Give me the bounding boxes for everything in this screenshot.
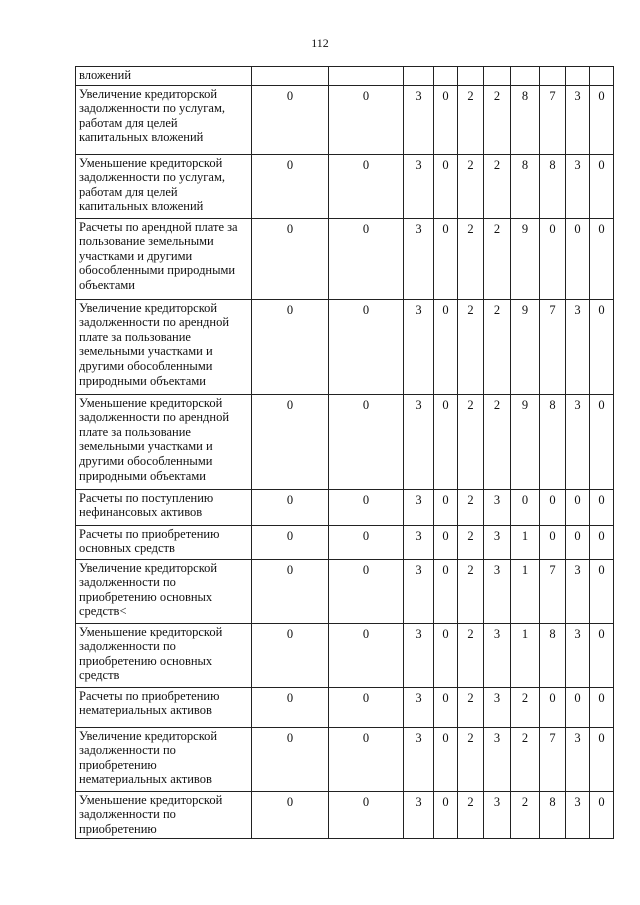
table-row: [76, 687, 614, 727]
code-digit-cell: 0: [329, 299, 404, 394]
code-digit-cell: 1: [511, 623, 540, 687]
table-row: [76, 67, 614, 86]
page-number: 112: [311, 36, 329, 50]
row-label: Расчеты по приобретению основных средств: [76, 525, 252, 559]
code-digit-cell: 0: [252, 687, 329, 727]
code-digit-cell: 2: [484, 154, 511, 218]
code-digit-cell: 0: [540, 489, 566, 525]
code-digit-cell: 0: [590, 218, 614, 299]
code-digit-cell: 0: [329, 727, 404, 791]
code-digit-cell: 2: [458, 559, 484, 623]
code-digit-cell: 2: [511, 791, 540, 839]
code-digit-cell: 2: [458, 154, 484, 218]
code-digit-cell: 3: [484, 727, 511, 791]
row-label: Увеличение кредиторской задолженности по приобретению основных средств<: [76, 559, 252, 623]
table-row: [76, 559, 614, 623]
row-label: Расчеты по приобретению нематериальных активов: [76, 687, 252, 727]
code-digit-cell: 2: [458, 623, 484, 687]
code-digit-cell: 8: [540, 154, 566, 218]
code-digit-cell: 0: [590, 791, 614, 839]
code-digit-cell: 2: [458, 299, 484, 394]
row-label: Уменьшение кредиторской задолженности по приобретению основных средств: [76, 623, 252, 687]
code-digit-cell: 0: [252, 85, 329, 154]
code-digit-cell: 8: [511, 154, 540, 218]
code-digit-cell: 0: [540, 218, 566, 299]
code-digit-cell: 8: [540, 791, 566, 839]
code-digit-cell: 7: [540, 299, 566, 394]
code-digit-cell: 3: [484, 559, 511, 623]
code-digit-cell: 7: [540, 559, 566, 623]
code-digit-cell: 2: [511, 727, 540, 791]
code-digit-cell: 0: [434, 559, 458, 623]
table-row: [76, 394, 614, 489]
code-digit-cell: 2: [458, 727, 484, 791]
row-label: Увеличение кредиторской задолженности по арендной плате за пользование земельными участками и другими обособленными природными объектами: [76, 299, 252, 394]
code-digit-cell: 1: [511, 525, 540, 559]
code-digit-cell: 2: [484, 299, 511, 394]
table-row: [76, 154, 614, 218]
code-digit-cell: 2: [484, 394, 511, 489]
code-digit-cell: 3: [566, 394, 590, 489]
code-digit-cell: 3: [566, 791, 590, 839]
code-digit-cell: 0: [434, 687, 458, 727]
code-digit-cell: 0: [540, 525, 566, 559]
code-digit-cell: 3: [404, 791, 434, 839]
code-digit-cell: 3: [404, 687, 434, 727]
table-row: [76, 299, 614, 394]
row-label: Расчеты по арендной плате за пользование земельными участками и другими обособленными природными объектами: [76, 218, 252, 299]
row-label: Увеличение кредиторской задолженности по приобретению нематериальных активов: [76, 727, 252, 791]
code-digit-cell: 0: [590, 394, 614, 489]
code-digit-cell: 3: [404, 394, 434, 489]
code-digit-cell: 3: [484, 623, 511, 687]
code-digit-cell: 0: [252, 559, 329, 623]
code-digit-cell: 2: [484, 85, 511, 154]
code-digit-cell: 7: [540, 727, 566, 791]
code-digit-cell: 0: [590, 489, 614, 525]
code-digit-cell: 3: [484, 489, 511, 525]
code-digit-cell: 3: [566, 623, 590, 687]
code-digit-cell: 0: [329, 525, 404, 559]
code-digit-cell: 0: [434, 154, 458, 218]
code-digit-cell: 3: [566, 727, 590, 791]
code-digit-cell: [329, 67, 404, 86]
code-digit-cell: [566, 67, 590, 86]
code-digit-cell: 0: [329, 154, 404, 218]
code-digit-cell: 3: [404, 299, 434, 394]
code-digit-cell: 2: [458, 687, 484, 727]
table-row: [76, 791, 614, 839]
code-digit-cell: 0: [329, 489, 404, 525]
code-digit-cell: [484, 67, 511, 86]
code-digit-cell: 2: [511, 687, 540, 727]
code-digit-cell: 0: [434, 489, 458, 525]
code-digit-cell: 0: [252, 299, 329, 394]
code-digit-cell: 0: [434, 727, 458, 791]
code-digit-cell: 0: [434, 623, 458, 687]
code-digit-cell: 0: [434, 394, 458, 489]
code-digit-cell: 3: [404, 623, 434, 687]
code-digit-cell: 0: [329, 394, 404, 489]
code-digit-cell: 9: [511, 299, 540, 394]
row-label: Уменьшение кредиторской задолженности по услугам, работам для целей капитальных вложений: [76, 154, 252, 218]
code-digit-cell: 3: [566, 154, 590, 218]
code-digit-cell: 0: [329, 623, 404, 687]
code-digit-cell: 0: [329, 791, 404, 839]
code-digit-cell: 3: [566, 85, 590, 154]
code-digit-cell: 2: [458, 489, 484, 525]
code-digit-cell: 0: [434, 218, 458, 299]
code-digit-cell: 0: [252, 791, 329, 839]
code-digit-cell: 3: [404, 525, 434, 559]
code-digit-cell: 0: [252, 489, 329, 525]
code-digit-cell: 3: [484, 525, 511, 559]
table-row: [76, 218, 614, 299]
code-digit-cell: 0: [566, 489, 590, 525]
code-digit-cell: [540, 67, 566, 86]
row-label: вложений: [76, 67, 252, 86]
row-label: Уменьшение кредиторской задолженности по приобретению: [76, 791, 252, 839]
code-digit-cell: 3: [404, 559, 434, 623]
code-digit-cell: 3: [566, 299, 590, 394]
code-digit-cell: [404, 67, 434, 86]
code-digit-cell: 0: [566, 218, 590, 299]
code-digit-cell: 0: [434, 85, 458, 154]
code-digit-cell: 2: [458, 85, 484, 154]
code-digit-cell: 3: [484, 687, 511, 727]
code-digit-cell: 3: [404, 489, 434, 525]
code-digit-cell: 3: [484, 791, 511, 839]
row-label: Расчеты по поступлению нефинансовых активов: [76, 489, 252, 525]
code-digit-cell: 7: [540, 85, 566, 154]
code-digit-cell: [434, 67, 458, 86]
code-digit-cell: [511, 67, 540, 86]
code-digit-cell: 0: [329, 687, 404, 727]
table-row: [76, 85, 614, 154]
code-digit-cell: 0: [252, 727, 329, 791]
code-digit-cell: 3: [404, 154, 434, 218]
code-digit-cell: 0: [252, 218, 329, 299]
code-digit-cell: 0: [566, 525, 590, 559]
code-digit-cell: 0: [252, 394, 329, 489]
code-digit-cell: 0: [511, 489, 540, 525]
code-digit-cell: 2: [458, 525, 484, 559]
code-digit-cell: 2: [458, 791, 484, 839]
code-digit-cell: 2: [458, 218, 484, 299]
row-label: Увеличение кредиторской задолженности по услугам, работам для целей капитальных вложений: [76, 85, 252, 154]
code-digit-cell: 0: [329, 85, 404, 154]
code-digit-cell: 3: [404, 85, 434, 154]
code-digit-cell: 0: [590, 687, 614, 727]
row-label: Уменьшение кредиторской задолженности по арендной плате за пользование земельными участками и другими обособленными природными объектами: [76, 394, 252, 489]
code-digit-cell: 0: [434, 791, 458, 839]
code-digit-cell: 0: [590, 299, 614, 394]
code-digit-cell: [458, 67, 484, 86]
code-digit-cell: [590, 67, 614, 86]
code-digit-cell: 2: [484, 218, 511, 299]
code-digit-cell: 9: [511, 394, 540, 489]
code-digit-cell: 2: [458, 394, 484, 489]
code-digit-cell: 0: [434, 525, 458, 559]
code-digit-cell: 8: [540, 623, 566, 687]
code-digit-cell: 0: [540, 687, 566, 727]
code-digit-cell: 3: [404, 218, 434, 299]
code-digit-cell: 3: [566, 559, 590, 623]
code-digit-cell: 0: [252, 525, 329, 559]
account-code-table: [75, 66, 614, 839]
code-digit-cell: 0: [329, 218, 404, 299]
code-digit-cell: 0: [566, 687, 590, 727]
code-digit-cell: 0: [590, 727, 614, 791]
code-digit-cell: 1: [511, 559, 540, 623]
code-digit-cell: 0: [590, 623, 614, 687]
code-digit-cell: 0: [590, 525, 614, 559]
table-row: [76, 525, 614, 559]
table-row: [76, 623, 614, 687]
code-digit-cell: 3: [404, 727, 434, 791]
code-digit-cell: 0: [434, 299, 458, 394]
table-body: [76, 67, 614, 839]
code-digit-cell: 8: [540, 394, 566, 489]
code-digit-cell: 0: [590, 154, 614, 218]
code-digit-cell: 8: [511, 85, 540, 154]
code-digit-cell: 0: [590, 85, 614, 154]
code-digit-cell: 0: [252, 154, 329, 218]
code-digit-cell: 0: [252, 623, 329, 687]
table-row: [76, 727, 614, 791]
code-digit-cell: [252, 67, 329, 86]
code-digit-cell: 0: [590, 559, 614, 623]
code-digit-cell: 0: [329, 559, 404, 623]
code-digit-cell: 9: [511, 218, 540, 299]
table-row: [76, 489, 614, 525]
